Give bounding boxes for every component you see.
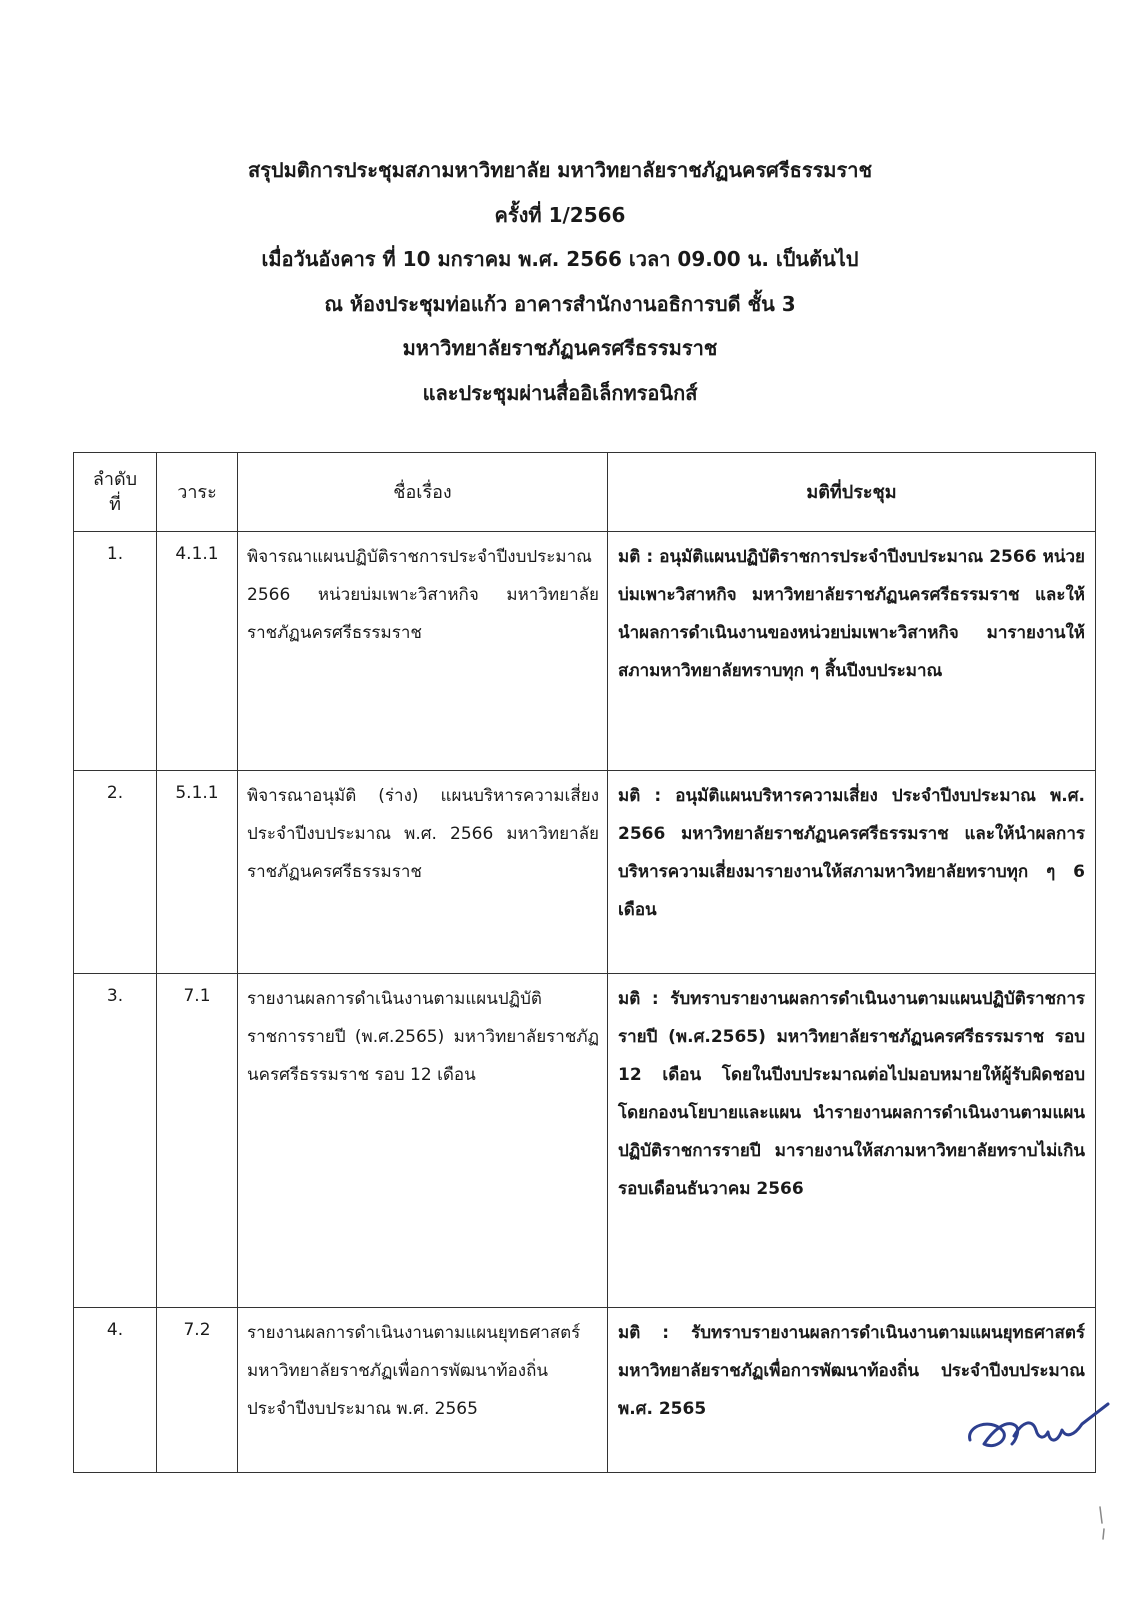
row-agenda: 4.1.1 <box>157 532 238 771</box>
row-agenda: 7.1 <box>157 974 238 1308</box>
header-session: ครั้งที่ 1/2566 <box>494 202 626 227</box>
header-university: มหาวิทยาลัยราชภัฏนครศรีธรรมราช <box>402 336 718 360</box>
table-row <box>74 974 1096 1308</box>
row-no: 3. <box>74 974 157 1308</box>
table-row <box>74 1308 1096 1473</box>
column-header-no: ลำดับ ที่ <box>74 453 157 532</box>
row-agenda: 7.2 <box>157 1308 238 1473</box>
row-resolution: มติ : อนุมัติแผนปฏิบัติราชการประจำปีงบประมาณ 2566 หน่วยบ่มเพาะวิสาหกิจ มหาวิทยาลัยราชภัฏนครศรีธรรมราช และให้นำผลการดำเนินงานของหน่วยบ่มเพาะวิสาหกิจ มารายงานให้สภามหาวิทยาลัยทราบทุก ๆ สิ้นปีงบประมาณ <box>608 532 1096 771</box>
header-date: เมื่อวันอังคาร ที่ 10 มกราคม พ.ศ. 2566 เวลา 09.00 น. เป็นต้นไป <box>261 247 859 271</box>
header-venue: ณ ห้องประชุมท่อแก้ว อาคารสำนักงานอธิการบดี ชั้น 3 <box>324 291 796 316</box>
row-resolution: มติ : รับทราบรายงานผลการดำเนินงานตามแผนปฏิบัติราชการรายปี (พ.ศ.2565) มหาวิทยาลัยราชภัฏนครศรีธรรมราช รอบ 12 เดือน โดยในปีงบประมาณต่อไปมอบหมายให้ผู้รับผิดชอบโดยกองนโยบายและแผน นำรายงานผลการดำเนินงานตามแผนปฏิบัติราชการรายปี มารายงานให้สภามหาวิทยาลัยทราบไม่เกินรอบเดือนธันวาคม 2566 <box>608 974 1096 1308</box>
column-header-subject: ชื่อเรื่อง <box>238 453 608 532</box>
row-subject: รายงานผลการดำเนินงานตามแผนยุทธศาสตร์มหาวิทยาลัยราชภัฏเพื่อการพัฒนาท้องถิ่น ประจำปีงบประมาณ พ.ศ. 2565 <box>238 1308 608 1473</box>
row-resolution: มติ : รับทราบรายงานผลการดำเนินงานตามแผนยุทธศาสตร์มหาวิทยาลัยราชภัฏเพื่อการพัฒนาท้องถิ่น ประจำปีงบประมาณ พ.ศ. 2565 <box>608 1308 1096 1473</box>
header-title: สรุปมติการประชุมสภามหาวิทยาลัย มหาวิทยาลัยราชภัฏนครศรีธรรมราช <box>247 158 873 182</box>
row-no: 4. <box>74 1308 157 1473</box>
row-no: 1. <box>74 532 157 771</box>
row-resolution: มติ : อนุมัติแผนบริหารความเสี่ยง ประจำปีงบประมาณ พ.ศ. 2566 มหาวิทยาลัยราชภัฏนครศรีธรรมราช และให้นำผลการบริหารความเสี่ยงมารายงานให้สภามหาวิทยาลัยทราบทุก ๆ 6 เดือน <box>608 771 1096 974</box>
margin-mark-icon <box>1092 1503 1112 1543</box>
table-header-row <box>74 453 1096 532</box>
row-subject: รายงานผลการดำเนินงานตามแผนปฏิบัติราชการรายปี (พ.ศ.2565) มหาวิทยาลัยราชภัฏนครศรีธรรมราช รอบ 12 เดือน <box>238 974 608 1308</box>
signature-icon <box>962 1396 1112 1466</box>
column-header-agenda: วาระ <box>157 453 238 532</box>
row-no: 2. <box>74 771 157 974</box>
table-row <box>74 532 1096 771</box>
header-online: และประชุมผ่านสื่ออิเล็กทรอนิกส์ <box>422 380 698 405</box>
row-subject: พิจารณาแผนปฏิบัติราชการประจำปีงบประมาณ 2566 หน่วยบ่มเพาะวิสาหกิจ มหาวิทยาลัยราชภัฏนครศรีธรรมราช <box>238 532 608 771</box>
row-subject: พิจารณาอนุมัติ (ร่าง) แผนบริหารความเสี่ยงประจำปีงบประมาณ พ.ศ. 2566 มหาวิทยาลัยราชภัฏนครศรีธรรมราช <box>238 771 608 974</box>
document-header <box>150 148 970 415</box>
table-row <box>74 771 1096 974</box>
resolutions-table <box>73 452 1096 1473</box>
row-agenda: 5.1.1 <box>157 771 238 974</box>
column-header-resolution: มติที่ประชุม <box>608 453 1096 532</box>
